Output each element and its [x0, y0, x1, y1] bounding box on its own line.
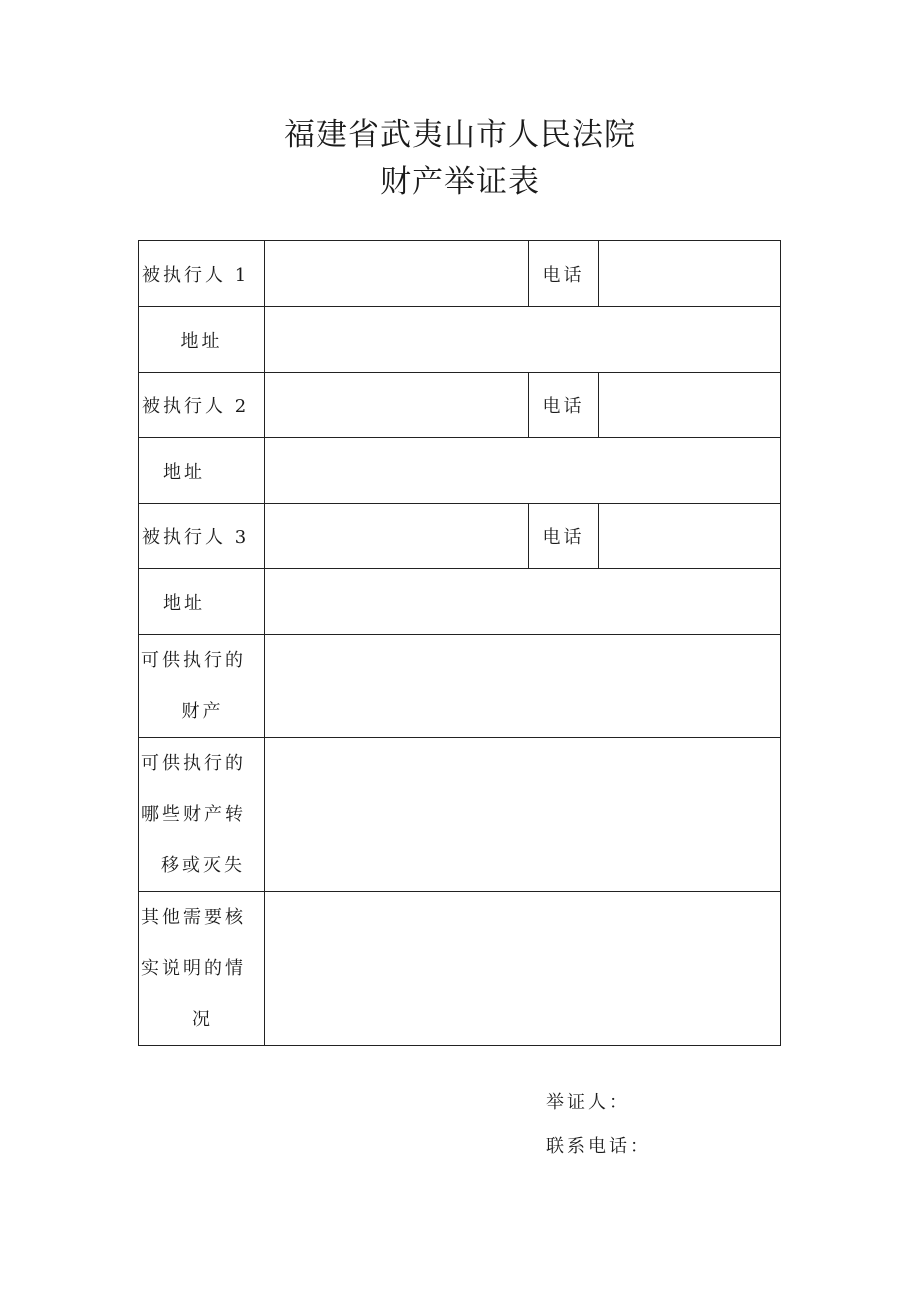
table-row — [139, 569, 781, 635]
respondent-3-phone-label: 电话 — [529, 504, 599, 569]
respondent-2-field[interactable] — [265, 373, 529, 438]
table-row — [139, 241, 781, 307]
form-title: 财产举证表 — [380, 164, 540, 200]
label-line: 其他需要核 — [141, 907, 246, 928]
contact-phone-label: 联系电话： — [546, 1136, 651, 1157]
table-row — [139, 635, 781, 738]
table-row — [139, 307, 781, 373]
table-row — [139, 738, 781, 892]
respondent-2-phone-field[interactable] — [599, 373, 781, 438]
respondent-1-address-label: 地址 — [139, 307, 265, 373]
label-line: 财产 — [181, 701, 224, 722]
label-line: 况 — [192, 1009, 213, 1030]
table-row — [139, 438, 781, 504]
respondent-3-field[interactable] — [265, 504, 529, 569]
label-line: 可供执行的 — [141, 753, 246, 774]
executable-property-label — [139, 635, 265, 738]
form-header — [0, 112, 920, 206]
transferred-property-label — [139, 738, 265, 892]
respondent-1-address-field[interactable] — [265, 307, 781, 373]
table-row — [139, 373, 781, 438]
table-row — [139, 892, 781, 1046]
other-circumstances-field[interactable] — [265, 892, 781, 1046]
court-name: 福建省武夷山市人民法院 — [284, 117, 636, 153]
respondent-1-label: 被执行人 1 — [139, 241, 265, 307]
respondent-2-label: 被执行人 2 — [139, 373, 265, 438]
label-line: 可供执行的 — [141, 650, 246, 671]
label-line: 哪些财产转 — [141, 804, 246, 825]
respondent-2-address-field[interactable] — [265, 438, 781, 504]
label-line: 移或灭失 — [161, 855, 245, 876]
table-row — [139, 504, 781, 569]
respondent-2-address-label: 地址 — [139, 438, 265, 504]
respondent-2-phone-label: 电话 — [529, 373, 599, 438]
label-line: 实说明的情 — [141, 958, 246, 979]
respondent-1-field[interactable] — [265, 241, 529, 307]
executable-property-field[interactable] — [265, 635, 781, 738]
respondent-3-address-label: 地址 — [139, 569, 265, 635]
signature-block — [546, 1088, 651, 1176]
respondent-3-label: 被执行人 3 — [139, 504, 265, 569]
other-circumstances-label — [139, 892, 265, 1046]
respondent-3-address-field[interactable] — [265, 569, 781, 635]
transferred-property-field[interactable] — [265, 738, 781, 892]
property-evidence-table — [138, 240, 781, 1046]
respondent-1-phone-label: 电话 — [529, 241, 599, 307]
respondent-3-phone-field[interactable] — [599, 504, 781, 569]
witness-label: 举证人： — [546, 1092, 630, 1113]
respondent-1-phone-field[interactable] — [599, 241, 781, 307]
